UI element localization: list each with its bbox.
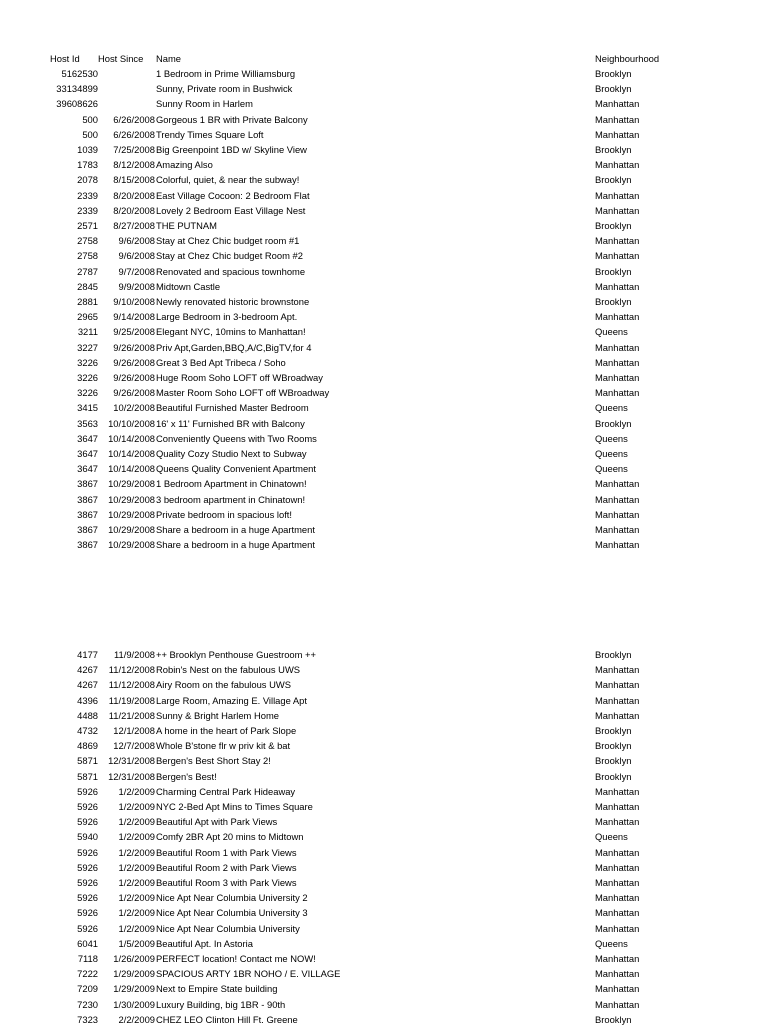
- neighbourhood-cell: Brooklyn: [595, 265, 632, 277]
- host-since-cell: 1/2/2009: [118, 907, 155, 919]
- host-since-cell: 1/2/2009: [118, 831, 155, 843]
- name-cell: Big Greenpoint 1BD w/ Skyline View: [156, 144, 307, 155]
- host-id-cell: 6041: [77, 937, 98, 949]
- neighbourhood-cell: Manhattan: [595, 983, 640, 995]
- table-row: [0, 66, 768, 81]
- name-cell: Beautiful Room 3 with Park Views: [156, 877, 297, 888]
- neighbourhood-cell: Manhattan: [595, 998, 640, 1010]
- neighbourhood-cell: Manhattan: [595, 235, 640, 247]
- neighbourhood-cell: Brooklyn: [595, 83, 632, 95]
- host-id-cell: 3226: [77, 372, 98, 383]
- table-row: [0, 966, 768, 981]
- name-cell: Bergen's Best Short Stay 2!: [156, 755, 271, 767]
- name-cell: Whole B'stone flr w priv kit & bat: [156, 740, 291, 752]
- host-id-cell: 5926: [77, 877, 98, 888]
- table-row: [0, 385, 768, 400]
- table-row: [0, 96, 768, 111]
- host-id-cell: 3647: [77, 463, 98, 475]
- host-since-cell: 7/25/2008: [113, 144, 155, 155]
- table-row: [0, 446, 768, 461]
- neighbourhood-cell: Manhattan: [595, 679, 640, 691]
- name-cell: East Village Cocoon: 2 Bedroom Flat: [156, 189, 310, 201]
- host-since-cell: 8/15/2008: [113, 174, 155, 186]
- table-row: [0, 172, 768, 187]
- neighbourhood-cell: Manhattan: [595, 493, 640, 505]
- neighbourhood-cell: Brooklyn: [595, 1013, 632, 1025]
- name-cell: Luxury Building, big 1BR - 90th: [156, 998, 286, 1010]
- name-cell: Colorful, quiet, & near the subway!: [156, 174, 300, 186]
- host-id-cell: 2758: [77, 235, 98, 247]
- host-since-cell: 9/26/2008: [113, 341, 155, 353]
- neighbourhood-cell: Manhattan: [595, 356, 640, 368]
- table-row: [0, 203, 768, 218]
- name-cell: Beautiful Room 1 with Park Views: [156, 846, 297, 858]
- host-since-cell: 9/6/2008: [118, 235, 155, 247]
- table-row: [0, 81, 768, 96]
- host-id-cell: 5926: [77, 846, 98, 858]
- table-row: [0, 845, 768, 860]
- neighbourhood-cell: Queens: [595, 432, 628, 444]
- table-row: [0, 309, 768, 324]
- table-row: [0, 875, 768, 890]
- name-cell: Robin's Nest on the fabulous UWS: [156, 664, 301, 676]
- host-since-cell: 11/9/2008: [113, 649, 155, 660]
- host-since-cell: 12/1/2008: [113, 725, 155, 736]
- neighbourhood-cell: Brooklyn: [595, 740, 632, 752]
- neighbourhood-cell: Brooklyn: [595, 725, 632, 736]
- table-row: [0, 264, 768, 279]
- neighbourhood-cell: Manhattan: [595, 478, 640, 490]
- table-row: [0, 461, 768, 476]
- table-row: [0, 522, 768, 537]
- neighbourhood-cell: Manhattan: [595, 98, 640, 110]
- host-since-cell: 10/10/2008: [108, 417, 155, 429]
- host-id-cell: 7118: [77, 953, 98, 964]
- neighbourhood-cell: Brooklyn: [595, 174, 632, 186]
- neighbourhood-cell: Manhattan: [595, 877, 640, 888]
- host-since-cell: 1/29/2009: [113, 968, 155, 980]
- neighbourhood-cell: Brooklyn: [595, 296, 632, 307]
- neighbourhood-cell: Manhattan: [595, 907, 640, 919]
- neighbourhood-cell: Manhattan: [595, 113, 640, 125]
- table-row: [0, 890, 768, 905]
- host-since-cell: 12/31/2008: [108, 755, 155, 767]
- neighbourhood-cell: Manhattan: [595, 524, 640, 535]
- host-id-cell: 5871: [77, 755, 98, 767]
- table-row: [0, 753, 768, 768]
- name-cell: Beautiful Apt. In Astoria: [156, 937, 253, 949]
- table-row: [0, 662, 768, 677]
- host-id-cell: 5926: [77, 785, 98, 797]
- name-cell: THE PUTNAM: [156, 220, 217, 231]
- name-cell: ++ Brooklyn Penthouse Guestroom ++: [156, 649, 316, 660]
- host-id-cell: 4869: [77, 740, 98, 752]
- host-since-cell: 10/29/2008: [108, 493, 155, 505]
- name-cell: Beautiful Room 2 with Park Views: [156, 861, 297, 873]
- neighbourhood-cell: Manhattan: [595, 508, 640, 520]
- name-cell: Queens Quality Convenient Apartment: [156, 463, 316, 475]
- host-since-cell: 8/27/2008: [113, 220, 155, 231]
- name-cell: Sunny Room in Harlem: [156, 98, 253, 110]
- table-row: [0, 860, 768, 875]
- host-since-cell: 11/19/2008: [108, 694, 155, 706]
- host-id-cell: 3647: [77, 432, 98, 444]
- name-cell: Conveniently Queens with Two Rooms: [156, 432, 317, 444]
- host-since-header: Host Since: [98, 53, 144, 64]
- table-row: [0, 799, 768, 814]
- host-id-cell: 2758: [77, 250, 98, 262]
- table-row: [0, 537, 768, 552]
- neighbourhood-cell: Brooklyn: [595, 755, 632, 767]
- name-cell: Lovely 2 Bedroom East Village Nest: [156, 204, 306, 216]
- table-row: [0, 723, 768, 738]
- host-since-cell: 10/14/2008: [108, 463, 155, 475]
- name-cell: NYC 2-Bed Apt Mins to Times Square: [156, 801, 313, 812]
- host-since-cell: 1/26/2009: [113, 953, 155, 964]
- neighbourhood-cell: Manhattan: [595, 801, 640, 812]
- host-since-cell: 6/26/2008: [113, 128, 155, 140]
- host-id-cell: 4267: [77, 679, 98, 691]
- neighbourhood-cell: Manhattan: [595, 311, 640, 323]
- host-id-cell: 4732: [77, 725, 98, 736]
- neighbourhood-header: Neighbourhood: [595, 53, 660, 64]
- table-row: [0, 370, 768, 385]
- neighbourhood-cell: Manhattan: [595, 861, 640, 873]
- neighbourhood-cell: Queens: [595, 831, 628, 843]
- name-cell: Comfy 2BR Apt 20 mins to Midtown: [156, 831, 304, 843]
- neighbourhood-cell: Manhattan: [595, 539, 640, 551]
- table-row: [0, 492, 768, 507]
- name-cell: Midtown Castle: [156, 280, 221, 292]
- host-since-cell: 1/2/2009: [118, 801, 155, 812]
- neighbourhood-cell: Manhattan: [595, 128, 640, 140]
- name-cell: Airy Room on the fabulous UWS: [156, 679, 291, 691]
- host-id-cell: 3867: [77, 524, 98, 535]
- name-header: Name: [156, 53, 182, 64]
- name-cell: Master Room Soho LOFT off WBroadway: [156, 387, 330, 399]
- neighbourhood-cell: Manhattan: [595, 341, 640, 353]
- neighbourhood-cell: Manhattan: [595, 280, 640, 292]
- neighbourhood-cell: Manhattan: [595, 968, 640, 980]
- table-row: [0, 218, 768, 233]
- host-since-cell: 1/2/2009: [118, 922, 155, 934]
- name-cell: Beautiful Apt with Park Views: [156, 816, 278, 828]
- name-cell: Huge Room Soho LOFT off WBroadway: [156, 372, 323, 383]
- neighbourhood-cell: Manhattan: [595, 892, 640, 904]
- host-id-cell: 2881: [77, 296, 98, 307]
- table-row: [0, 112, 768, 127]
- host-since-cell: 8/12/2008: [113, 159, 155, 171]
- name-cell: Nice Apt Near Columbia University 2: [156, 892, 308, 904]
- name-cell: Charming Central Park Hideaway: [156, 785, 296, 797]
- host-id-cell: 33134899: [56, 83, 98, 95]
- name-cell: Amazing Also: [156, 159, 213, 171]
- table-row: [0, 233, 768, 248]
- table-row: [0, 708, 768, 723]
- host-since-cell: 10/14/2008: [108, 432, 155, 444]
- host-id-cell: 5926: [77, 861, 98, 873]
- table-row: [0, 294, 768, 309]
- name-cell: A home in the heart of Park Slope: [156, 725, 297, 736]
- table-row: [0, 400, 768, 415]
- host-since-cell: 10/29/2008: [108, 508, 155, 520]
- name-cell: Share a bedroom in a huge Apartment: [156, 524, 315, 535]
- host-id-cell: 3867: [77, 539, 98, 551]
- table-row: [0, 981, 768, 996]
- name-cell: Great 3 Bed Apt Tribeca / Soho: [156, 356, 286, 368]
- table-row: [0, 829, 768, 844]
- name-cell: Trendy Times Square Loft: [156, 128, 264, 140]
- host-since-cell: 1/2/2009: [118, 785, 155, 797]
- host-since-cell: 12/7/2008: [113, 740, 155, 752]
- table-row: [0, 340, 768, 355]
- host-since-cell: 8/20/2008: [113, 189, 155, 201]
- host-id-cell: 5926: [77, 907, 98, 919]
- neighbourhood-cell: Manhattan: [595, 709, 640, 721]
- host-id-cell: 5926: [77, 801, 98, 812]
- host-id-cell: 2339: [77, 204, 98, 216]
- name-cell: Nice Apt Near Columbia University 3: [156, 907, 308, 919]
- host-id-cell: 2078: [77, 174, 98, 186]
- host-since-cell: 1/30/2009: [113, 998, 155, 1010]
- neighbourhood-cell: Manhattan: [595, 953, 640, 964]
- host-id-cell: 500: [82, 113, 98, 125]
- host-id-cell: 3867: [77, 493, 98, 505]
- host-id-cell: 3867: [77, 508, 98, 520]
- table-row: [0, 814, 768, 829]
- name-cell: CHEZ LEO Clinton Hill Ft. Greene: [156, 1013, 298, 1025]
- neighbourhood-cell: Manhattan: [595, 387, 640, 399]
- host-id-cell: 5940: [77, 831, 98, 843]
- name-cell: Next to Empire State building: [156, 983, 278, 995]
- host-since-cell: 10/29/2008: [108, 524, 155, 535]
- host-id-cell: 5926: [77, 892, 98, 904]
- name-cell: Quality Cozy Studio Next to Subway: [156, 448, 307, 459]
- name-cell: Large Room, Amazing E. Village Apt: [156, 694, 307, 706]
- host-id-cell: 3647: [77, 448, 98, 459]
- host-id-cell: 7323: [77, 1013, 98, 1025]
- neighbourhood-cell: Manhattan: [595, 159, 640, 171]
- host-id-cell: 2965: [77, 311, 98, 323]
- name-cell: Newly renovated historic brownstone: [156, 296, 310, 307]
- host-since-cell: 6/26/2008: [113, 113, 155, 125]
- name-cell: Private bedroom in spacious loft!: [156, 508, 293, 520]
- neighbourhood-cell: Brooklyn: [595, 649, 632, 660]
- host-id-cell: 5162530: [61, 68, 98, 79]
- host-since-cell: 9/25/2008: [113, 326, 155, 338]
- table-row: [0, 921, 768, 936]
- table-row: [0, 188, 768, 203]
- header-row: [0, 51, 768, 66]
- name-cell: PERFECT location! Contact me NOW!: [156, 953, 316, 964]
- host-id-cell: 5926: [77, 816, 98, 828]
- host-since-cell: 9/26/2008: [113, 372, 155, 383]
- table-row: [0, 951, 768, 966]
- host-since-cell: 9/26/2008: [113, 387, 155, 399]
- host-id-cell: 2787: [77, 265, 98, 277]
- host-id-cell: 2339: [77, 189, 98, 201]
- table-row: [0, 693, 768, 708]
- neighbourhood-cell: Manhattan: [595, 922, 640, 934]
- host-since-cell: 9/6/2008: [118, 250, 155, 262]
- name-cell: Beautiful Furnished Master Bedroom: [156, 402, 309, 414]
- host-id-cell: 4177: [77, 649, 98, 660]
- neighbourhood-cell: Manhattan: [595, 250, 640, 262]
- neighbourhood-cell: Queens: [595, 937, 628, 949]
- neighbourhood-cell: Queens: [595, 463, 628, 475]
- host-since-cell: 10/29/2008: [108, 478, 155, 490]
- host-id-cell: 7222: [77, 968, 98, 980]
- host-id-cell: 3211: [77, 326, 98, 338]
- neighbourhood-cell: Queens: [595, 402, 628, 414]
- name-cell: SPACIOUS ARTY 1BR NOHO / E. VILLAGE: [156, 968, 341, 980]
- neighbourhood-cell: Manhattan: [595, 816, 640, 828]
- host-since-cell: 9/14/2008: [113, 311, 155, 323]
- table-row: [0, 476, 768, 491]
- table-row: [0, 127, 768, 142]
- host-since-cell: 9/10/2008: [113, 296, 155, 307]
- host-id-cell: 3226: [77, 387, 98, 399]
- name-cell: Nice Apt Near Columbia University: [156, 922, 300, 934]
- host-id-header: Host Id: [50, 53, 80, 64]
- neighbourhood-cell: Queens: [595, 448, 628, 459]
- neighbourhood-cell: Manhattan: [595, 372, 640, 383]
- neighbourhood-cell: Brooklyn: [595, 68, 632, 79]
- name-cell: Sunny, Private room in Bushwick: [156, 83, 293, 95]
- neighbourhood-cell: Brooklyn: [595, 770, 632, 782]
- host-since-cell: 10/14/2008: [108, 448, 155, 459]
- host-since-cell: 11/21/2008: [108, 709, 155, 721]
- host-since-cell: 9/7/2008: [118, 265, 155, 277]
- host-id-cell: 2845: [77, 280, 98, 292]
- host-since-cell: 11/12/2008: [108, 679, 155, 691]
- neighbourhood-cell: Queens: [595, 326, 628, 338]
- table-row: [0, 1012, 768, 1027]
- host-since-cell: 2/2/2009: [118, 1013, 155, 1025]
- name-cell: Renovated and spacious townhome: [156, 265, 306, 277]
- host-id-cell: 3867: [77, 478, 98, 490]
- neighbourhood-cell: Manhattan: [595, 204, 640, 216]
- name-cell: Priv Apt,Garden,BBQ,A/C,BigTV,for 4: [156, 341, 312, 353]
- table-row: [0, 279, 768, 294]
- name-cell: Sunny & Bright Harlem Home: [156, 709, 279, 721]
- host-id-cell: 500: [82, 128, 98, 140]
- table-row: [0, 769, 768, 784]
- table-row: [0, 416, 768, 431]
- host-since-cell: 1/2/2009: [118, 861, 155, 873]
- host-id-cell: 3226: [77, 356, 98, 368]
- host-since-cell: 12/31/2008: [108, 770, 155, 782]
- name-cell: Stay at Chez Chic budget Room #2: [156, 250, 303, 262]
- table-row: [0, 997, 768, 1012]
- host-since-cell: 1/2/2009: [118, 892, 155, 904]
- neighbourhood-cell: Manhattan: [595, 694, 640, 706]
- host-since-cell: 11/12/2008: [108, 664, 155, 676]
- neighbourhood-cell: Manhattan: [595, 785, 640, 797]
- name-cell: 3 bedroom apartment in Chinatown!: [156, 493, 306, 505]
- host-id-cell: 39608626: [56, 98, 98, 110]
- table-row: [0, 677, 768, 692]
- host-since-cell: 10/29/2008: [108, 539, 155, 551]
- host-id-cell: 5871: [77, 770, 98, 782]
- name-cell: Bergen's Best!: [156, 770, 217, 782]
- table-row: [0, 905, 768, 920]
- table-row: [0, 324, 768, 339]
- host-since-cell: 9/9/2008: [118, 280, 155, 292]
- name-cell: 1 Bedroom in Prime Williamsburg: [156, 68, 296, 79]
- table-row: [0, 738, 768, 753]
- table-row: [0, 936, 768, 951]
- name-cell: Stay at Chez Chic budget room #1: [156, 235, 300, 247]
- host-id-cell: 1039: [77, 144, 98, 155]
- host-since-cell: 1/5/2009: [118, 937, 155, 949]
- host-since-cell: 9/26/2008: [113, 356, 155, 368]
- name-cell: Gorgeous 1 BR with Private Balcony: [156, 113, 308, 125]
- table-row: [0, 647, 768, 662]
- host-id-cell: 4488: [77, 709, 98, 721]
- host-since-cell: 1/29/2009: [113, 983, 155, 995]
- neighbourhood-cell: Brooklyn: [595, 417, 632, 429]
- name-cell: Elegant NYC, 10mins to Manhattan!: [156, 326, 306, 338]
- table-row: [0, 507, 768, 522]
- host-since-cell: 8/20/2008: [113, 204, 155, 216]
- table-row: [0, 248, 768, 263]
- neighbourhood-cell: Manhattan: [595, 664, 640, 676]
- host-since-cell: 1/2/2009: [118, 846, 155, 858]
- host-since-cell: 1/2/2009: [118, 816, 155, 828]
- host-since-cell: 10/2/2008: [113, 402, 155, 414]
- table-row: [0, 784, 768, 799]
- table-row: [0, 142, 768, 157]
- neighbourhood-cell: Brooklyn: [595, 144, 632, 155]
- host-id-cell: 3563: [77, 417, 98, 429]
- host-id-cell: 3227: [77, 341, 98, 353]
- name-cell: Share a bedroom in a huge Apartment: [156, 539, 315, 551]
- table-row: [0, 157, 768, 172]
- table-row: [0, 431, 768, 446]
- host-id-cell: 1783: [77, 159, 98, 171]
- host-id-cell: 4396: [77, 694, 98, 706]
- host-id-cell: 3415: [77, 402, 98, 414]
- name-cell: 16' x 11' Furnished BR with Balcony: [156, 417, 305, 429]
- neighbourhood-cell: Manhattan: [595, 189, 640, 201]
- neighbourhood-cell: Brooklyn: [595, 220, 632, 231]
- host-since-cell: 1/2/2009: [118, 877, 155, 888]
- neighbourhood-cell: Manhattan: [595, 846, 640, 858]
- host-id-cell: 7230: [77, 998, 98, 1010]
- host-id-cell: 4267: [77, 664, 98, 676]
- table-row: [0, 355, 768, 370]
- host-id-cell: 7209: [77, 983, 98, 995]
- host-id-cell: 2571: [77, 220, 98, 231]
- name-cell: Large Bedroom in 3-bedroom Apt.: [156, 311, 298, 323]
- host-id-cell: 5926: [77, 922, 98, 934]
- name-cell: 1 Bedroom Apartment in Chinatown!: [156, 478, 307, 490]
